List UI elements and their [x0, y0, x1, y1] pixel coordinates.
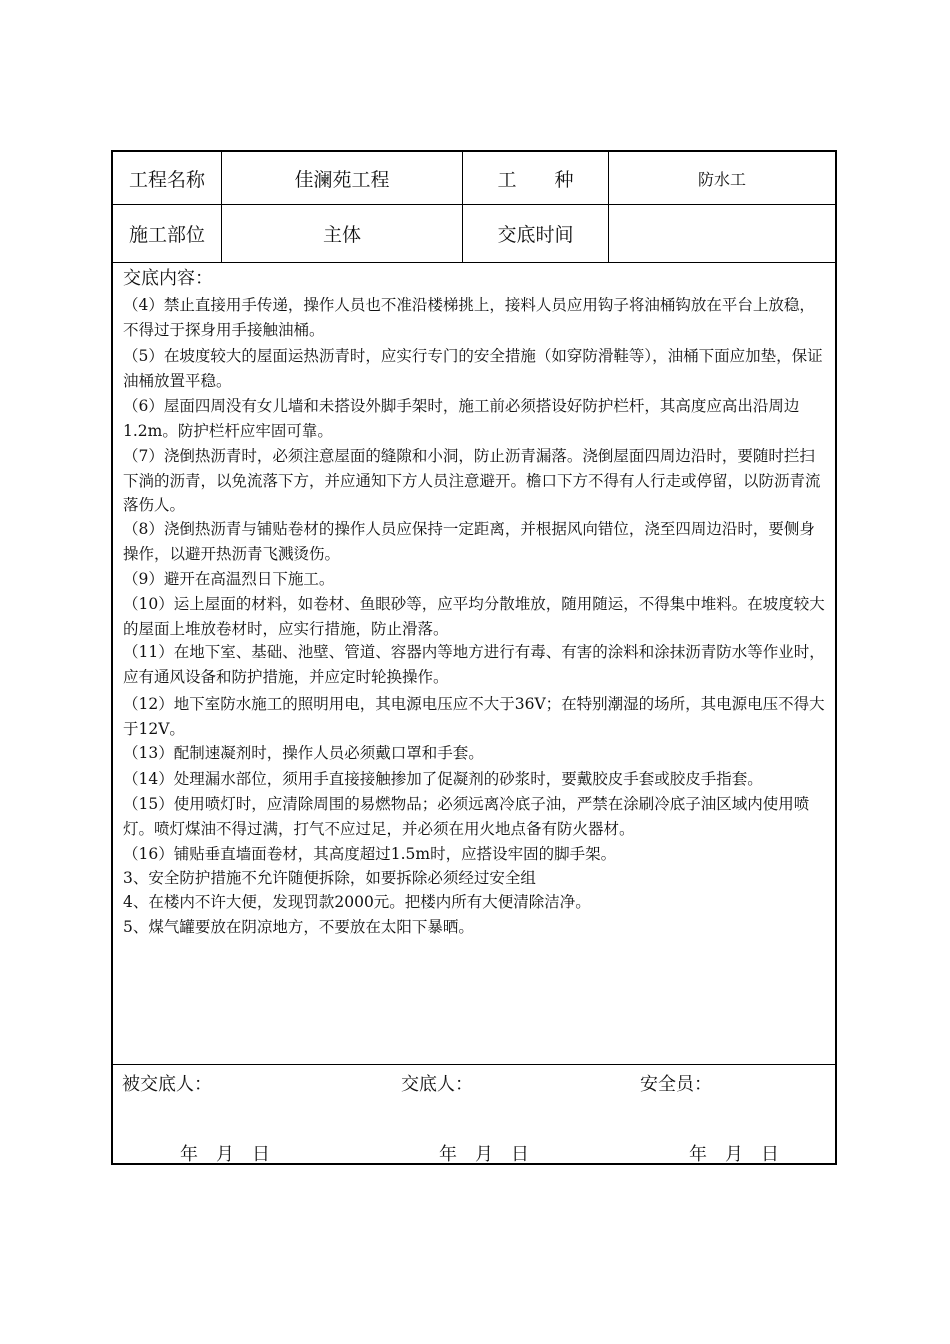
content-paragraph: 4、在楼内不许大便，发现罚款2000元。把楼内所有大便清除洁净。 [123, 893, 591, 911]
trade-value: 防水工 [697, 169, 746, 189]
content-paragraph: （13）配制速凝剂时，操作人员必须戴口罩和手套。 [123, 744, 484, 762]
row-divider [113, 1064, 835, 1065]
location-label: 施工部位 [128, 224, 205, 246]
trade-label: 工 种 [497, 168, 574, 191]
project-name-label: 工程名称 [128, 168, 205, 191]
row-divider [113, 262, 835, 263]
content-paragraph: （14）处理漏水部位，须用手直接接触掺加了促凝剂的砂浆时，要戴胶皮手套或胶皮手指套。 [123, 770, 763, 788]
content-title: 交底内容： [123, 268, 213, 289]
content-paragraph: 3、安全防护措施不允许随便拆除，如要拆除必须经过安全组 [123, 869, 536, 887]
project-name-value: 佳澜苑工程 [294, 168, 390, 191]
presenter-label: 交底人： [401, 1074, 473, 1095]
content-paragraph: （10）运上屋面的材料，如卷材、鱼眼砂等，应平均分散堆放，随用随运，不得集中堆料。在坡度较大的屋面上堆放卷材时，应实行措施，防止滑落。 [123, 595, 825, 638]
disclosure-form-table [111, 150, 837, 1165]
content-paragraph: 5、煤气罐要放在阴凉地方，不要放在太阳下暴晒。 [123, 918, 474, 936]
content-paragraph: （5）在坡度较大的屋面运热沥青时，应实行专门的安全措施（如穿防滑鞋等），油桶下面应加垫，保证油桶放置平稳。 [123, 347, 823, 390]
content-paragraph: （8）浇倒热沥青与铺贴卷材的操作人员应保持一定距离，并根据风向错位，浇至四周边沿时，要侧身操作，以避开热沥青飞溅烫伤。 [123, 520, 815, 563]
content-paragraph: （16）铺贴垂直墙面卷材，其高度超过1.5m时，应搭设牢固的脚手架。 [123, 845, 617, 863]
safety-officer-date: 年 月 日 [689, 1144, 779, 1165]
presenter-date: 年 月 日 [439, 1144, 529, 1165]
content-paragraph: （12）地下室防水施工的照明用电，其电源电压应不大于36V；在特别潮湿的场所，其电源电压不得大于12V。 [123, 695, 825, 738]
content-paragraph: （15）使用喷灯时，应清除周围的易燃物品；必须远离冷底子油，严禁在涂刷冷底子油区域内使用喷灯。喷灯煤油不得过满，打气不应过足，并必须在用火地点备有防火器材。 [123, 795, 810, 838]
content-paragraph: （6）屋面四周没有女儿墙和未搭设外脚手架时，施工前必须搭设好防护栏杆，其高度应高出沿周边1.2m。防护栏杆应牢固可靠。 [123, 397, 800, 440]
location-value: 主体 [322, 224, 361, 246]
content-paragraph: （7）浇倒热沥青时，必须注意屋面的缝隙和小洞，防止沥青漏落。浇倒屋面四周边沿时，要随时拦扫下淌的沥青，以免流落下方，并应通知下方人员注意避开。檐口下方不得有人行走或停留，以防沥青流落伤人。 [123, 447, 821, 514]
content-paragraph: （11）在地下室、基础、池壁、管道、容器内等地方进行有毒、有害的涂料和涂抹沥青防水等作业时，应有通风设备和防护措施，并应定时轮换操作。 [123, 643, 825, 686]
content-paragraph: （9）避开在高温烈日下施工。 [123, 570, 335, 588]
time-label: 交底时间 [497, 224, 574, 246]
content-paragraph: （4）禁止直接用手传递，操作人员也不准沿楼梯挑上，接料人员应用钩子将油桶钩放在平台上放稳，不得过于探身用手接触油桶。 [123, 296, 815, 339]
safety-officer-label: 安全员： [640, 1074, 712, 1095]
time-value [609, 205, 835, 262]
receiver-date: 年 月 日 [180, 1144, 270, 1165]
receiver-label: 被交底人： [122, 1074, 212, 1095]
